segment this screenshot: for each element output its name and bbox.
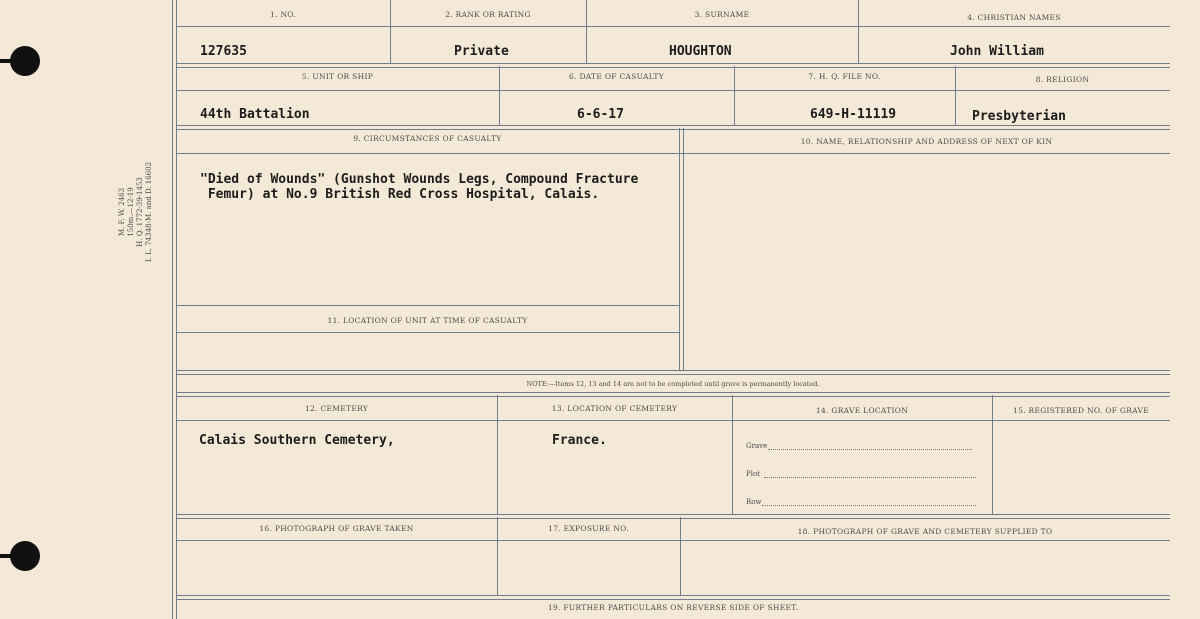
religion-value: Presbyterian	[972, 109, 1066, 124]
registered-no-label: 15. REGISTERED NO. OF GRAVE	[1013, 406, 1149, 415]
hq-file-label: 7. H. Q. FILE NO.	[808, 72, 881, 81]
rule	[679, 128, 680, 371]
surname-label: 3. SURNAME	[694, 10, 750, 19]
form-code-line: H. Q. 1772-39-1453	[136, 177, 144, 247]
left-border	[172, 0, 173, 619]
cemetery-value: Calais Southern Cemetery,	[199, 433, 395, 448]
circumstances-label: 9. CIRCUMSTANCES OF CASUALTY	[353, 134, 502, 143]
rule	[176, 90, 1170, 91]
rule	[176, 370, 1170, 375]
next-of-kin-label: 10. NAME, RELATIONSHIP AND ADDRESS OF NEXT OF KIN	[800, 137, 1053, 146]
form-code-line: M. F. W. 2463	[118, 187, 126, 237]
rule	[683, 128, 684, 371]
location-unit-label: 11. LOCATION OF UNIT AT TIME OF CASUALTY	[327, 316, 528, 325]
christian-names-label: 4. CHRISTIAN NAMES	[967, 13, 1061, 22]
punch-hole-bottom	[10, 541, 40, 571]
rule	[176, 153, 1170, 154]
rule	[176, 332, 679, 333]
rule	[176, 420, 1170, 421]
rank-value: Private	[454, 44, 509, 59]
date-casualty-label: 6. DATE OF CASUALTY	[569, 72, 664, 81]
rule	[176, 125, 1170, 130]
location-cemetery-value: France.	[552, 433, 607, 448]
exposure-label: 17. EXPOSURE NO.	[548, 524, 629, 533]
row-line	[762, 504, 976, 506]
grave-line	[768, 448, 972, 450]
no-value: 127635	[200, 44, 247, 59]
hq-file-value: 649-H-11119	[810, 107, 897, 122]
plot-field-label: Plot	[746, 470, 760, 478]
location-cemetery-label: 13. LOCATION OF CEMETERY	[551, 404, 678, 413]
grave-field-label: Grave	[746, 442, 768, 450]
rule	[858, 0, 859, 64]
surname-value: HOUGHTON	[669, 44, 732, 59]
grave-location-label: 14. GRAVE LOCATION	[815, 406, 909, 415]
rule	[176, 26, 1170, 27]
rule	[176, 63, 1170, 68]
unit-value: 44th Battalion	[200, 107, 310, 122]
note-text: NOTE:—Items 12, 13 and 14 are not to be completed until grave is permanently located.	[526, 380, 820, 388]
circumstances-line-1: "Died of Wounds" (Gunshot Wounds Legs, Compound Fracture	[200, 172, 639, 187]
rule	[176, 392, 1170, 397]
cemetery-label: 12. CEMETERY	[304, 404, 369, 413]
rule	[176, 305, 679, 306]
rule	[497, 395, 498, 515]
unit-label: 5. UNIT OR SHIP	[301, 72, 374, 81]
form-code	[118, 162, 154, 262]
form-code-line: I. L. 74348-M. and D. 16602	[145, 161, 153, 262]
date-casualty-value: 6-6-17	[577, 107, 624, 122]
rule	[176, 540, 1170, 541]
row-field-label: Row	[746, 498, 762, 506]
rule	[176, 595, 1170, 600]
no-label: 1. NO.	[270, 10, 296, 19]
photo-supplied-label: 18. PHOTOGRAPH OF GRAVE AND CEMETERY SUPPLIED TO	[797, 527, 1053, 536]
christian-names-value: John William	[950, 44, 1044, 59]
religion-label: 8. RELIGION	[1035, 75, 1090, 84]
form-code-line: 150m.—12-19	[127, 187, 135, 237]
rule	[176, 514, 1170, 519]
punch-hole-top	[10, 46, 40, 76]
further-particulars-label: 19. FURTHER PARTICULARS ON REVERSE SIDE OF SHEET.	[547, 603, 799, 612]
photo-taken-label: 16. PHOTOGRAPH OF GRAVE TAKEN	[259, 524, 414, 533]
circumstances-line-2: Femur) at No.9 British Red Cross Hospital, Calais.	[200, 187, 600, 202]
plot-line	[764, 476, 976, 478]
rank-label: 2. RANK OR RATING	[445, 10, 531, 19]
